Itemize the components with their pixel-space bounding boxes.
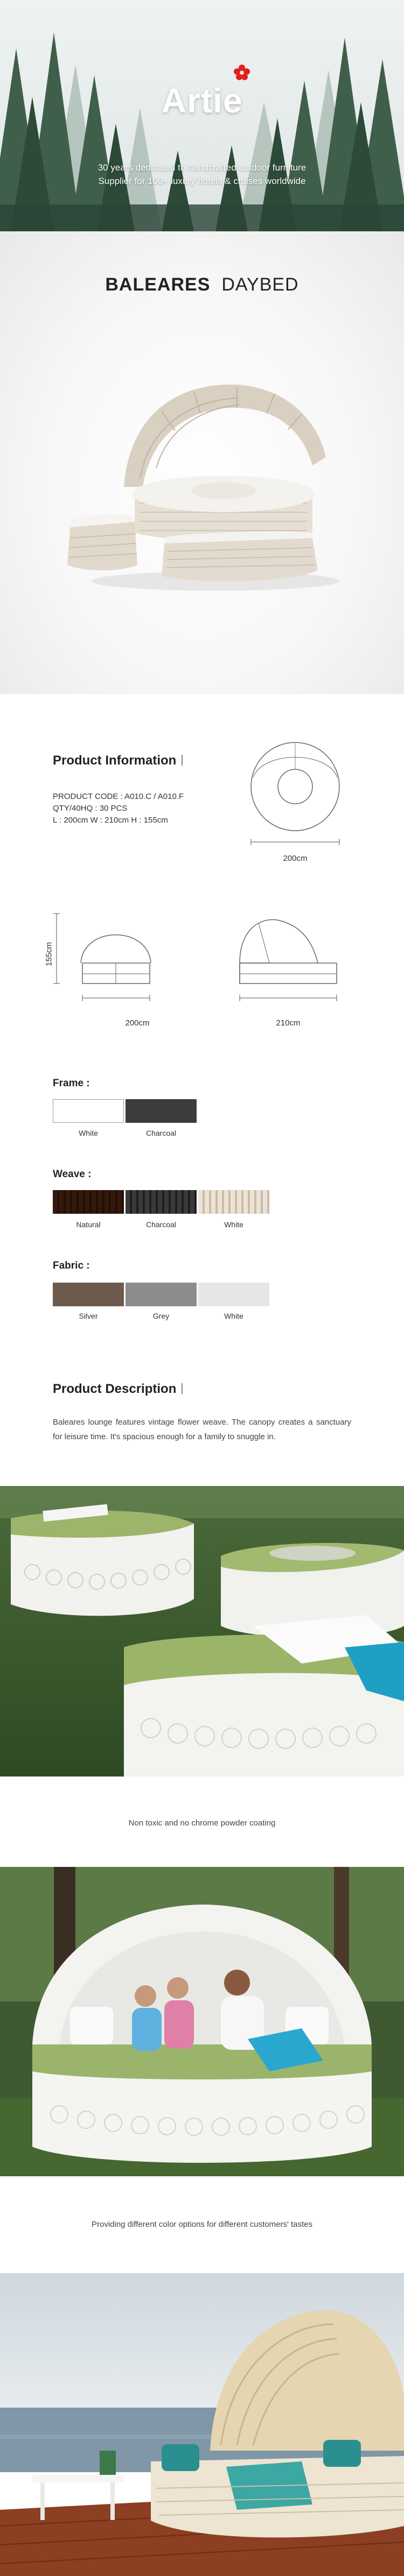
fabric-label-grey: Grey: [152, 1312, 170, 1320]
weave-label-charcoal: Charcoal: [145, 1220, 177, 1229]
frame-label-charcoal: Charcoal: [145, 1129, 177, 1137]
heading-divider: [182, 755, 183, 766]
product-hero: [0, 231, 404, 694]
product-name-bold: BALEARES: [105, 274, 211, 295]
fabric-swatch-silver[interactable]: [53, 1283, 124, 1306]
family-daybed-photo: [0, 1867, 404, 2176]
hero-banner: [0, 0, 404, 231]
product-description-heading-text: Product Description: [53, 1382, 177, 1396]
weave-label-white: White: [224, 1220, 243, 1229]
product-description-heading: [53, 1382, 183, 1397]
weave-title: Weave :: [53, 1169, 92, 1180]
top-width-label: 200cm: [283, 854, 308, 863]
weave-swatch-natural[interactable]: [53, 1190, 124, 1214]
product-code: PRODUCT CODE : A010.C / A010.F: [53, 792, 184, 801]
weave-swatch-charcoal[interactable]: [126, 1190, 197, 1214]
top-view-drawing: [241, 740, 349, 853]
weave-swatch-white[interactable]: [198, 1190, 269, 1214]
logo-flower-icon: [233, 63, 251, 82]
weave-label-natural: Natural: [76, 1220, 101, 1229]
side-width-label: 210cm: [276, 1018, 301, 1028]
product-title: [0, 274, 404, 295]
product-info-heading: [53, 753, 183, 768]
product-description-text: Baleares lounge features vintage flower weave. The canopy creates a sanctuary for leisure time. It's spacious enough for a family to snuggle in.: [53, 1418, 351, 1441]
garden-ottomans-photo: [0, 1486, 404, 1777]
fabric-label-white: White: [224, 1312, 243, 1320]
colors-caption: Providing different color options for different customers' tastes: [91, 2220, 313, 2229]
frame-swatch-white[interactable]: [53, 1099, 124, 1123]
daybed-product-image: [59, 371, 350, 597]
seaside-deck-photo: [0, 2273, 404, 2576]
front-view-drawing: [51, 909, 175, 1009]
height-label: 155cm: [44, 942, 54, 967]
frame-title: Frame :: [53, 1078, 90, 1089]
product-info-heading-text: Product Information: [53, 753, 177, 768]
fabric-title: Fabric :: [53, 1260, 90, 1271]
frame-label-white: White: [79, 1129, 98, 1137]
frame-swatch-charcoal[interactable]: [126, 1099, 197, 1123]
qty-40hq: QTY/40HQ : 30 PCS: [53, 804, 128, 813]
tagline-line-2: Supplier for 100+ luxury hotels & cruises worldwide: [98, 176, 306, 186]
dimensions-spec: L : 200cm W : 210cm H : 155cm: [53, 816, 168, 825]
side-view-drawing: [226, 909, 350, 1009]
front-width-label: 200cm: [125, 1018, 150, 1028]
heading-divider: [182, 1383, 183, 1394]
product-name-rest: DAYBED: [221, 274, 299, 295]
fabric-swatch-grey[interactable]: [126, 1283, 197, 1306]
brand-logo[interactable]: Artie: [161, 81, 243, 120]
tagline-line-1: 30 years dedicated to handcrafted outdoor furniture: [97, 162, 307, 173]
fabric-label-silver: Silver: [79, 1312, 98, 1320]
coating-caption: Non toxic and no chrome powder coating: [128, 1818, 276, 1828]
fabric-swatch-white[interactable]: [198, 1283, 269, 1306]
